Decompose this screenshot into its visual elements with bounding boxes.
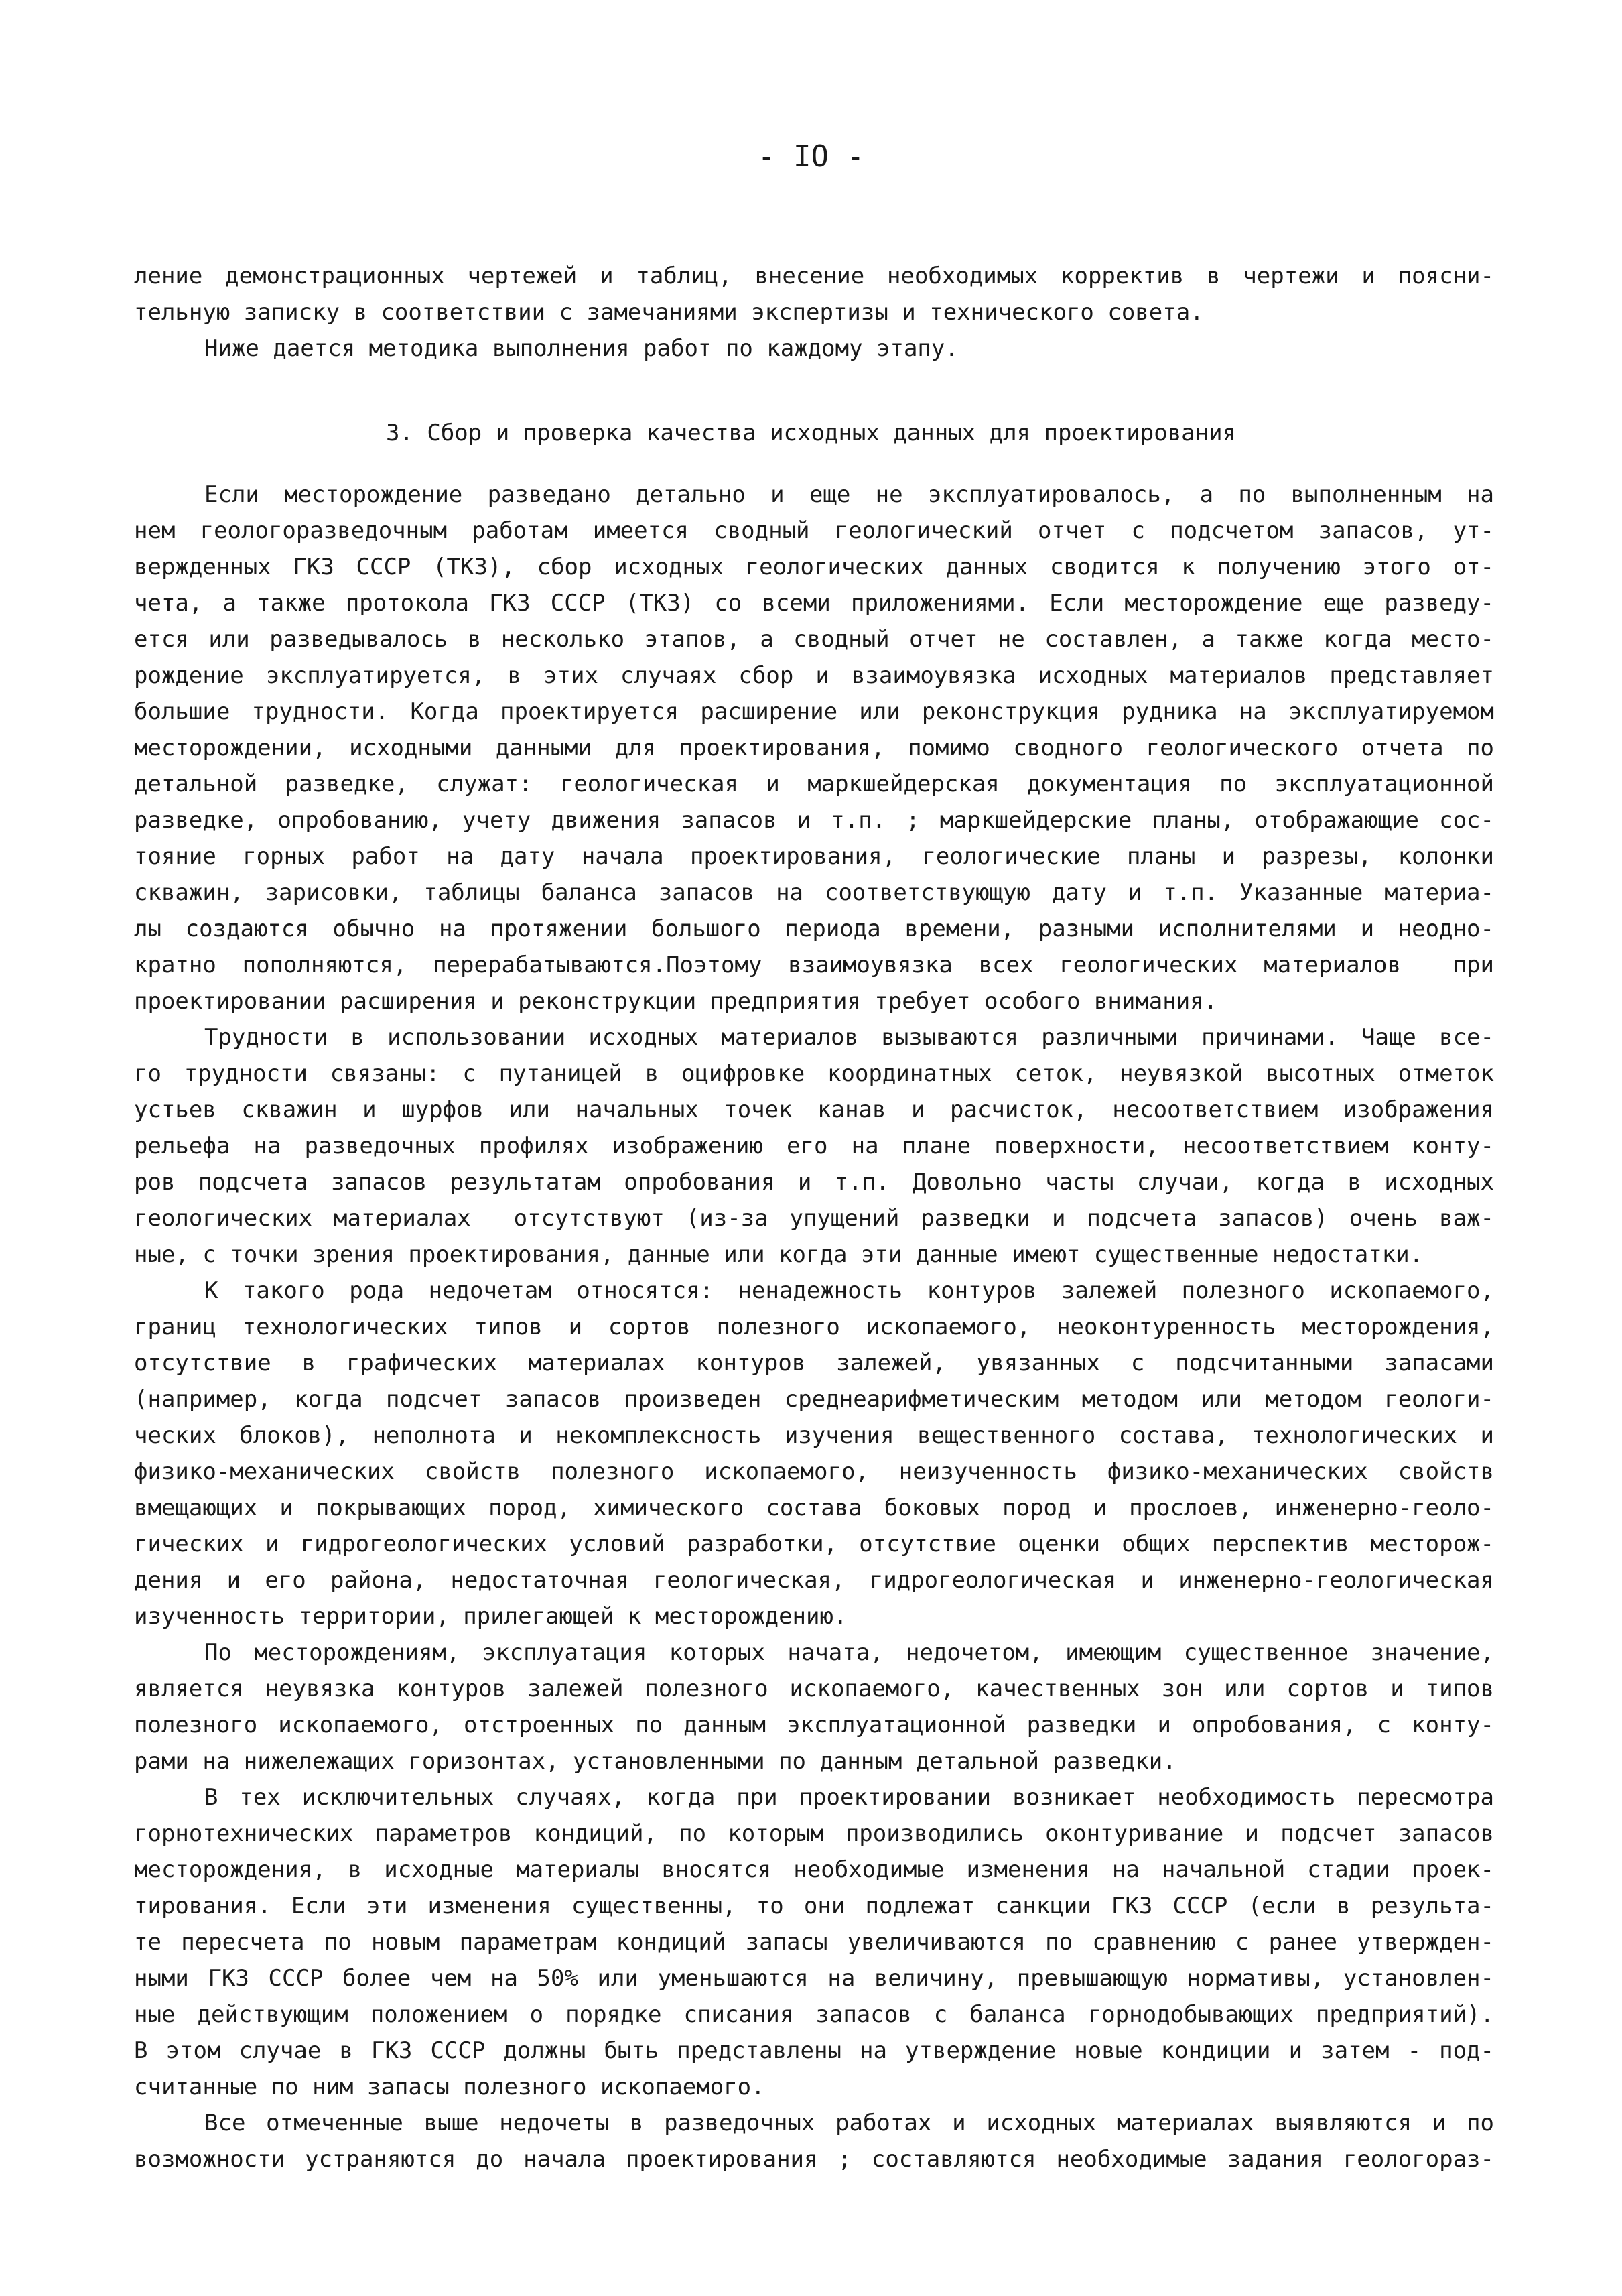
paragraph-line: По месторождениям, эксплуатация которых начата, недочетом, имеющим существенное значение,	[204, 1639, 1494, 1666]
paragraph-line: вержденных ГКЗ СССР (ТКЗ), сбор исходных геологических данных сводится к получению этого от-	[134, 554, 1494, 580]
paragraph-line: детальной разведке, служат: геологическая и маркшейдерская документация по эксплуатационной	[134, 771, 1494, 798]
paragraph-line: ные действующим положением о порядке списания запасов с баланса горнодобывающих предприятий).	[134, 2001, 1494, 2028]
intro-note: Ниже дается методика выполнения работ по каждому этапу.	[204, 335, 959, 362]
paragraph-line: месторождения, в исходные материалы вносятся необходимые изменения на начальной стадии проек-	[134, 1856, 1494, 1883]
paragraph-line: разведке, опробованию, учету движения запасов и т.п. ; маркшейдерские планы, отображающие сос-	[134, 807, 1494, 834]
page-number: - IO -	[758, 139, 864, 174]
paragraph-line: лы создаются обычно на протяжении большого периода времени, разными исполнителями и неодно-	[134, 915, 1494, 942]
paragraph-line: рельефа на разведочных профилях изображению его на плане поверхности, несоответствием конту-	[134, 1133, 1494, 1159]
paragraph-line: В тех исключительных случаях, когда при проектировании возникает необходимость пересмотра	[204, 1784, 1494, 1811]
paragraph-line: ными ГКЗ СССР более чем на 50% или уменьшаются на величину, превышающую нормативы, установлен-	[134, 1965, 1494, 1992]
paragraph-line: устьев скважин и шурфов или начальных точек канав и расчисток, несоответствием изображения	[134, 1096, 1494, 1123]
paragraph-line: Все отмеченные выше недочеты в разведочных работах и исходных материалах выявляются и по	[204, 2110, 1494, 2136]
paragraph-line: Если месторождение разведано детально и еще не эксплуатировалось, а по выполненным на	[204, 481, 1494, 508]
paragraph-line: является неувязка контуров залежей полезного ископаемого, качественных зон или сортов и типов	[134, 1675, 1494, 1702]
intro-line: тельную записку в соответствии с замечаниями экспертизы и технического совета.	[134, 299, 1204, 326]
paragraph-line: большие трудности. Когда проектируется расширение или реконструкция рудника на эксплуатируемом	[134, 698, 1494, 725]
paragraph-line: ные, с точки зрения проектирования, данные или когда эти данные имеют существенные недостатки.	[134, 1241, 1424, 1268]
paragraph-line: месторождении, исходными данными для проектирования, помимо сводного геологического отчета по	[134, 735, 1494, 761]
paragraph-line: горнотехнических параметров кондиций, по которым производились оконтуривание и подсчет запасов	[134, 1820, 1494, 1847]
section-title: 3. Сбор и проверка качества исходных данных для проектирования	[385, 420, 1237, 446]
paragraph-line: физико-механических свойств полезного ископаемого, неизученность физико-механических свойств	[134, 1458, 1494, 1485]
paragraph-line: ров подсчета запасов результатам опробования и т.п. Довольно часты случаи, когда в исходных	[134, 1169, 1494, 1196]
paragraph-line: вмещающих и покрывающих пород, химического состава боковых пород и прослоев, инженерно-геоло-	[134, 1494, 1494, 1521]
paragraph-line: границ технологических типов и сортов полезного ископаемого, неоконтуренность месторождения,	[134, 1314, 1494, 1340]
paragraph-line: ческих блоков), неполнота и некомплексность изучения вещественного состава, технологических и	[134, 1422, 1494, 1449]
paragraph-line: геологических материалах отсутствуют (из-за упущений разведки и подсчета запасов) очень важ-	[134, 1205, 1494, 1232]
paragraph-line: изученность территории, прилегающей к месторождению.	[134, 1603, 848, 1630]
paragraph-line: тирования. Если эти изменения существенны, то они подлежат санкции ГКЗ СССР (если в результа-	[134, 1893, 1494, 1919]
paragraph-line: те пересчета по новым параметрам кондиций запасы увеличиваются по сравнению с ранее утвержден-	[134, 1929, 1494, 1956]
paragraph-line: дения и его района, недостаточная геологическая, гидрогеологическая и инженерно-геологическая	[134, 1567, 1494, 1594]
paragraph-line: нем геологоразведочным работам имеется сводный геологический отчет с подсчетом запасов, ут-	[134, 517, 1494, 544]
paragraph-line: гических и гидрогеологических условий разработки, отсутствие оценки общих перспектив месторож-	[134, 1531, 1494, 1557]
paragraph-line: (например, когда подсчет запасов произведен среднеарифметическим методом или методом геологи-	[134, 1386, 1494, 1413]
paragraph-line: ется или разведывалось в несколько этапов, а сводный отчет не составлен, а также когда место-	[134, 626, 1494, 653]
paragraph-line: тояние горных работ на дату начала проектирования, геологические планы и разрезы, колонки	[134, 843, 1494, 870]
paragraph-line: К такого рода недочетам относятся: ненадежность контуров залежей полезного ископаемого,	[204, 1277, 1494, 1304]
paragraph-line: чета, а также протокола ГКЗ СССР (ТКЗ) со всеми приложениями. Если месторождение еще разведу-	[134, 590, 1494, 617]
paragraph-line: го трудности связаны: с путаницей в оцифровке координатных сеток, неувязкой высотных отметок	[134, 1060, 1494, 1087]
paragraph-line: полезного ископаемого, отстроенных по данным эксплуатационной разведки и опробования, с конту-	[134, 1712, 1494, 1738]
intro-line: ление демонстрационных чертежей и таблиц, внесение необходимых корректив в чертежи и поясни-	[134, 263, 1494, 290]
paragraph-line: скважин, зарисовки, таблицы баланса запасов на соответствующую дату и т.п. Указанные материа-	[134, 879, 1494, 906]
paragraph-line: отсутствие в графических материалах контуров залежей, увязанных с подсчитанными запасами	[134, 1350, 1494, 1377]
paragraph-line: считанные по ним запасы полезного ископаемого.	[134, 2074, 765, 2100]
paragraph-line: проектировании расширения и реконструкции предприятия требует особого внимания.	[134, 988, 1218, 1015]
paragraph-line: В этом случае в ГКЗ СССР должны быть представлены на утверждение новые кондиции и затем - под-	[134, 2037, 1494, 2064]
paragraph-line: возможности устраняются до начала проектирования ; составляются необходимые задания геологораз-	[134, 2146, 1494, 2173]
paragraph-line: кратно пополняются, перерабатываются.Поэтому взаимоувязка всех геологических материалов при	[134, 952, 1494, 978]
paragraph-line: рами на нижележащих горизонтах, установленными по данным детальной разведки.	[134, 1748, 1176, 1775]
paragraph-line: рождение эксплуатируется, в этих случаях сбор и взаимоувязка исходных материалов представляет	[134, 662, 1494, 689]
paragraph-line: Трудности в использовании исходных материалов вызываются различными причинами. Чаще все-	[204, 1024, 1494, 1051]
